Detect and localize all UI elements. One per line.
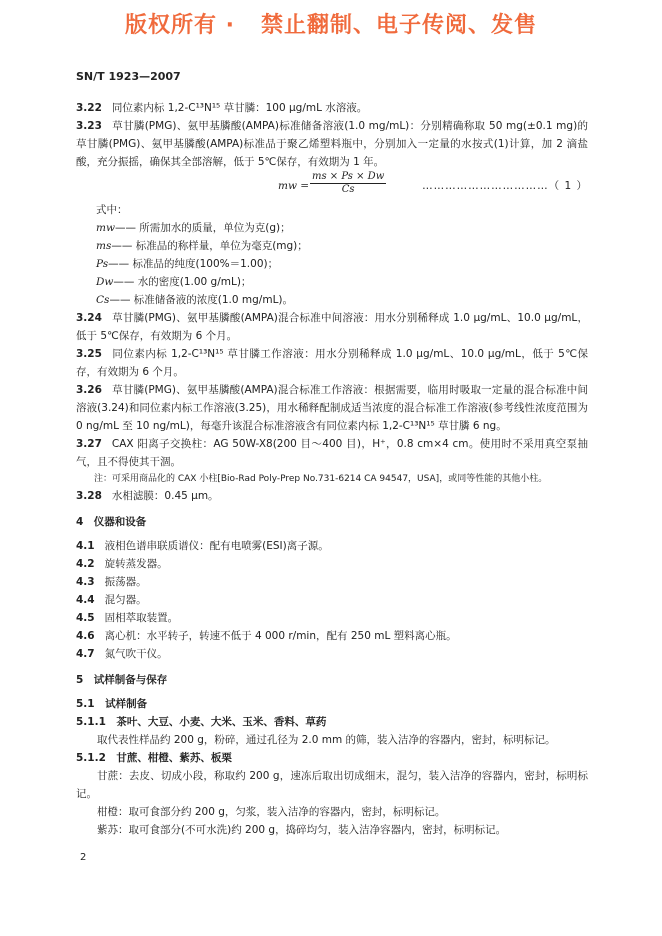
formula-lhs: mw = bbox=[278, 180, 310, 192]
clause-4-6: 4.6 离心机：水平转子，转速不低于 4 000 r/min，配有 250 mL 塑料离心瓶。 bbox=[76, 630, 457, 642]
section-5-1-title: 5.1 试样制备 bbox=[76, 698, 148, 710]
clause-3-28: 3.28 水相滤膜：0.45 μm。 bbox=[76, 490, 219, 502]
clause-4-1: 4.1 液相色谱串联质谱仪：配有电喷雾(ESI)离子源。 bbox=[76, 540, 329, 552]
formula-fraction bbox=[310, 171, 386, 196]
clause-4-5: 4.5 固相萃取装置。 bbox=[76, 612, 179, 624]
definition-ps: Ps—— 标准品的纯度(100%＝1.00)； bbox=[96, 258, 279, 270]
formula-numerator: ms × Ps × Dw bbox=[312, 171, 385, 182]
clause-3-22: 3.22 同位素内标 1,2-C¹³N¹⁵ 草甘膦：100 μg/mL 水溶液。 bbox=[76, 102, 368, 114]
section-5-1-1-text: 取代表性样品约 200 g，粉碎，通过孔径为 2.0 mm 的筛，装入洁净的容器内，密封，标明标记。 bbox=[97, 734, 556, 746]
section-5-1-2-title: 5.1.2 甘蔗、柑橙、紫苏、板栗 bbox=[76, 752, 232, 764]
section-5-title: 5 试样制备与保存 bbox=[76, 674, 168, 686]
section-5-1-2-orange: 柑橙：取可食部分约 200 g，匀浆，装入洁净的容器内，密封，标明标记。 bbox=[97, 806, 446, 818]
clause-3-27: 3.27 CAX 阳离子交换柱：AG 50W-X8(200 目～400 目)，H⁺，0.8 cm×4 cm。使用时不采用真空泵抽气，且不得使其干涸。 bbox=[76, 438, 588, 468]
clause-4-2: 4.2 旋转蒸发器。 bbox=[76, 558, 168, 570]
formula-denominator: Cs bbox=[341, 184, 355, 195]
definition-cs: Cs—— 标准储备液的浓度(1.0 mg/mL)。 bbox=[96, 294, 294, 306]
clause-4-4: 4.4 混匀器。 bbox=[76, 594, 147, 606]
document-code: SN/T 1923—2007 bbox=[76, 70, 181, 83]
definition-dw: Dw—— 水的密度(1.00 g/mL)； bbox=[96, 276, 252, 288]
note-3-27: 注：可采用商品化的 CAX 小柱[Bio-Rad Poly-Prep No.731-6214 CA 94547，USA]，或同等性能的其他小柱。 bbox=[94, 474, 548, 484]
formula-number: ……………………………（ 1 ） bbox=[422, 180, 588, 192]
definition-mw: mw—— 所需加水的质量，单位为克(g)； bbox=[96, 222, 291, 234]
definition-ms: ms—— 标准品的称样量，单位为毫克(mg)； bbox=[96, 240, 308, 252]
formula-definitions bbox=[96, 201, 588, 309]
clause-3-26: 3.26 草甘膦(PMG)、氨甲基膦酸(AMPA)混合标准工作溶液：根据需要，临用时吸取一定量的混合标准中间溶液(3.24)和同位素内标工作溶液(3.25)，用水稀释配制成适当浓度的混合标准工作溶液(参考线性浓度范围为 0 ng/mL 至 10 ng/mL)，每毫升该混合标准溶液含有同位素内标 1,2-C¹³N¹⁵ 草甘膦 6 ng。 bbox=[76, 384, 588, 432]
copyright-watermark: 版权所有 · 禁止翻制、电子传阅、发售 bbox=[125, 13, 537, 38]
formula-1 bbox=[76, 173, 588, 197]
section-5-1-1-title: 5.1.1 茶叶、大豆、小麦、大米、玉米、香料、草药 bbox=[76, 716, 327, 728]
section-5-1-2-perilla: 紫苏：取可食部分(不可水洗)约 200 g，捣碎均匀，装入洁净容器内，密封，标明标记。 bbox=[97, 824, 507, 836]
page-content bbox=[76, 99, 588, 839]
clause-3-25: 3.25 同位素内标 1,2-C¹³N¹⁵ 草甘膦工作溶液：用水分别稀释成 1.0 μg/mL、10.0 μg/mL，低于 5℃保存，有效期为 6 个月。 bbox=[76, 348, 588, 378]
page-number: 2 bbox=[80, 852, 87, 863]
clause-3-24: 3.24 草甘膦(PMG)、氨甲基膦酸(AMPA)混合标准中间溶液：用水分别稀释成 1.0 μg/mL、10.0 μg/mL，低于 5℃保存，有效期为 6 个月。 bbox=[76, 312, 588, 342]
clause-4-3: 4.3 振荡器。 bbox=[76, 576, 147, 588]
section-4-title: 4 仪器和设备 bbox=[76, 516, 147, 528]
where-label: 式中： bbox=[96, 204, 128, 216]
clause-4-7: 4.7 氮气吹干仪。 bbox=[76, 648, 168, 660]
section-5-1-2-sugarcane: 甘蔗：去皮、切成小段，称取约 200 g，速冻后取出切成细末，混匀，装入洁净的容器内，密封，标明标记。 bbox=[76, 770, 588, 800]
clause-3-23: 3.23 草甘膦(PMG)、氨甲基膦酸(AMPA)标准储备溶液(1.0 mg/mL)：分别精确称取 50 mg(±0.1 mg)的草甘膦(PMG)、氨甲基膦酸(AMPA)标准品于聚乙烯塑料瓶中，分别加入一定量的水按式(1)计算，加 2 滴盐酸，充分振摇，确保其全部溶解，低于 5℃保存，有效期为 1 年。 bbox=[76, 120, 588, 168]
